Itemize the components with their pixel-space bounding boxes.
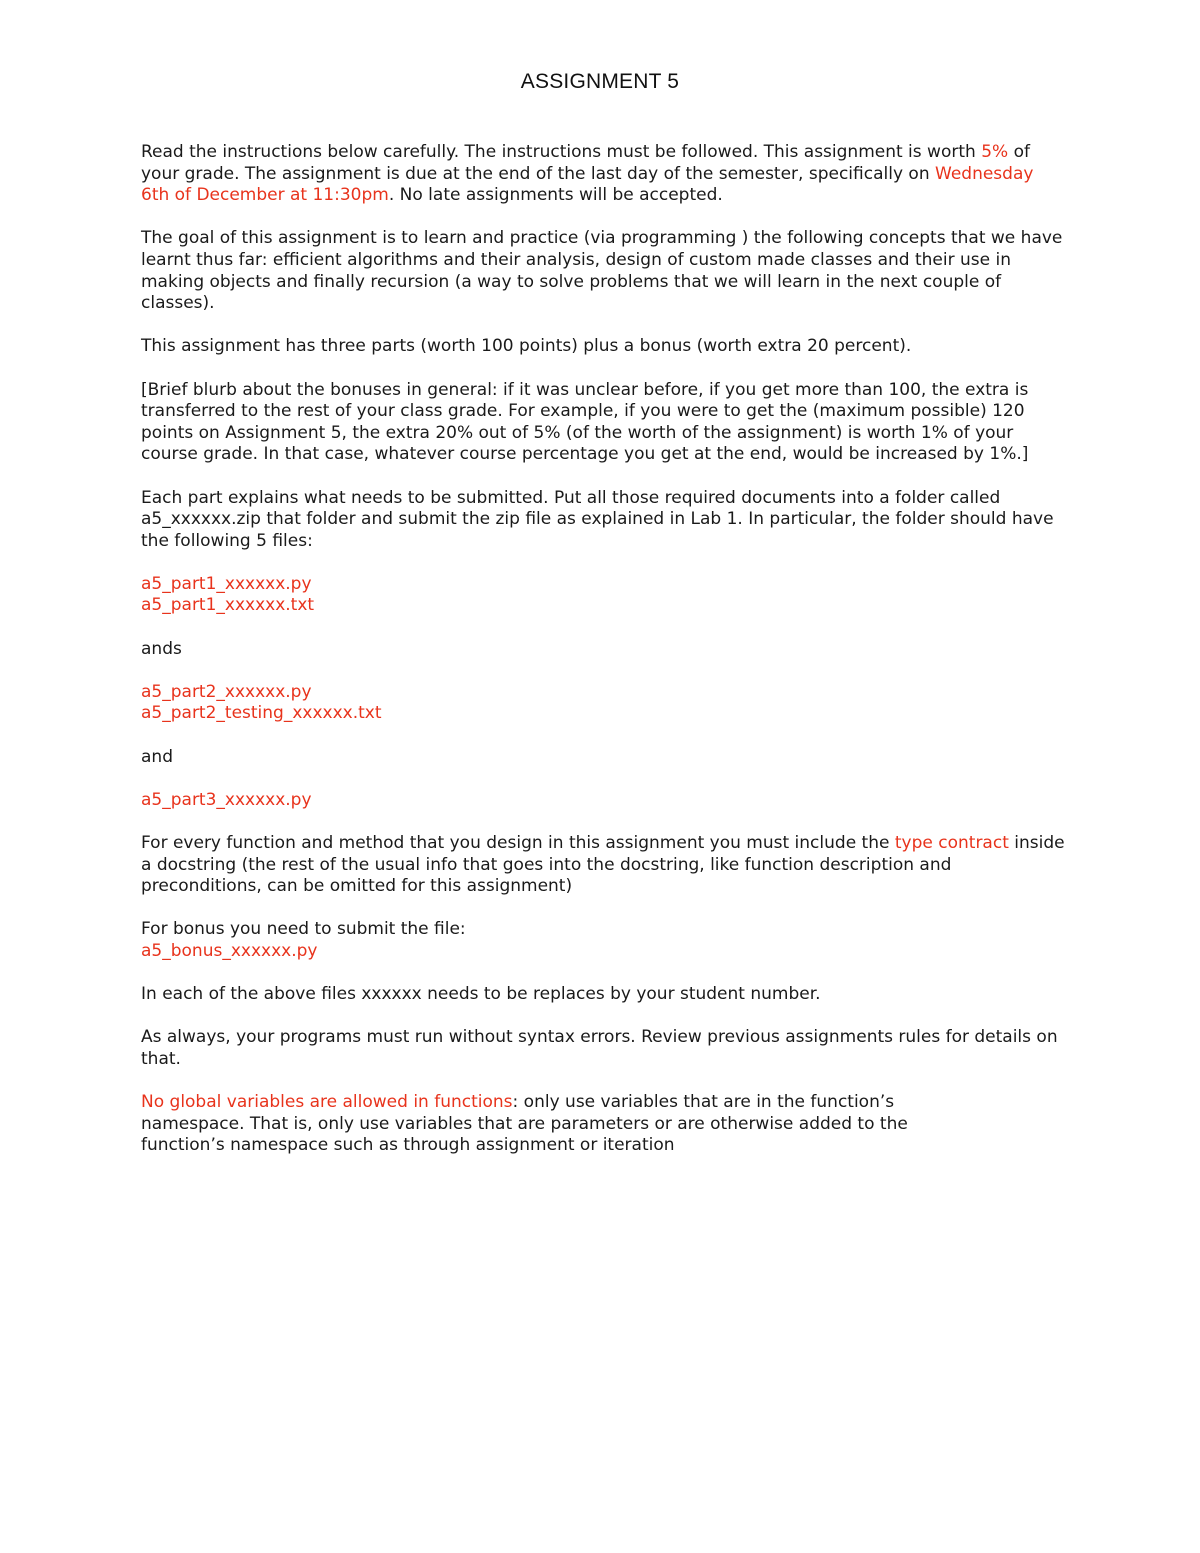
globals-line-2: namespace. That is, only use variables that are parameters or are otherwise added to the	[141, 1113, 908, 1134]
filename-item: a5_part3_xxxxxx.py	[141, 789, 312, 810]
bonus-intro: For bonus you need to submit the file:	[141, 919, 466, 940]
grade-worth-highlight: 5%	[981, 142, 1009, 162]
replace-note-paragraph: In each of the above files xxxxxx needs to be replaces by your student number.	[141, 984, 821, 1005]
parts-paragraph: This assignment has three parts (worth 100 points) plus a bonus (worth extra 20 percent).	[141, 336, 912, 357]
document-body	[141, 142, 1066, 1179]
goal-paragraph: The goal of this assignment is to learn and practice (via programming ) the following concepts that we have learnt thus far: efficient algorithms and their analysis, design of custom made classes and their use in making objects and finally recursion (a way to solve problems that we will learn in the next couple of classes).	[141, 228, 1063, 314]
file-list-part3	[141, 790, 1066, 812]
filename-item: a5_part1_xxxxxx.py	[141, 573, 312, 594]
globals-line-3: function’s namespace such as through assignment or iteration	[141, 1135, 675, 1156]
filename-item: a5_part1_xxxxxx.txt	[141, 595, 315, 616]
connector-text: ands	[141, 638, 182, 659]
intro-text-2: of your grade. The assignment is due at the end of the last day of the semester, specifically on	[141, 142, 1030, 184]
intro-text-1: Read the instructions below carefully. The instructions must be followed. This assignment is worth	[141, 142, 982, 162]
contract-text-2: inside a docstring (the rest of the usual info that goes into the docstring, like function description and preconditions, can be omitted for this assignment)	[141, 833, 1065, 897]
connector-text: and	[141, 746, 173, 767]
global-variables-highlight: No global variables are allowed in functions	[141, 1092, 513, 1113]
type-contract-highlight: type contract	[894, 833, 1009, 853]
submission-paragraph: Each part explains what needs to be submitted. Put all those required documents into a folder called a5_xxxxxx.zip that folder and submit the zip file as explained in Lab 1. In particular, the folder should have the following 5 files:	[141, 487, 1054, 551]
contract-text-1: For every function and method that you design in this assignment you must include the	[141, 833, 895, 853]
bonus-blurb-paragraph: [Brief blurb about the bonuses in general: if it was unclear before, if you get more than 100, the extra is transferred to the rest of your class grade. For example, if you were to get the (maximum possible) 120 points on Assignment 5, the extra 20% out of 5% (of the worth of the assignment) is worth 1% of your course grade. In that case, whatever course percentage you get at the end, would be increased by 1%.]	[141, 379, 1029, 465]
intro-paragraph	[141, 142, 1066, 207]
syntax-note-paragraph: As always, your programs must run without syntax errors. Review previous assignments rules for details on that.	[141, 1027, 1058, 1069]
type-contract-paragraph	[141, 833, 1066, 898]
filename-item: a5_part2_testing_xxxxxx.txt	[141, 703, 382, 724]
due-date-highlight: Wednesday 6th of December at 11:30pm	[141, 163, 1034, 206]
globals-line-1: : only use variables that are in the function’s	[512, 1092, 895, 1113]
bonus-paragraph	[141, 919, 1066, 962]
intro-text-3: . No late assignments will be accepted.	[388, 185, 723, 206]
global-variables-paragraph	[141, 1092, 1066, 1157]
page-title: ASSIGNMENT 5	[520, 70, 680, 93]
filename-item: a5_part2_xxxxxx.py	[141, 681, 312, 702]
bonus-filename: a5_bonus_xxxxxx.py	[141, 940, 318, 961]
file-list-part1	[141, 574, 1066, 617]
file-list-part2	[141, 682, 1066, 725]
